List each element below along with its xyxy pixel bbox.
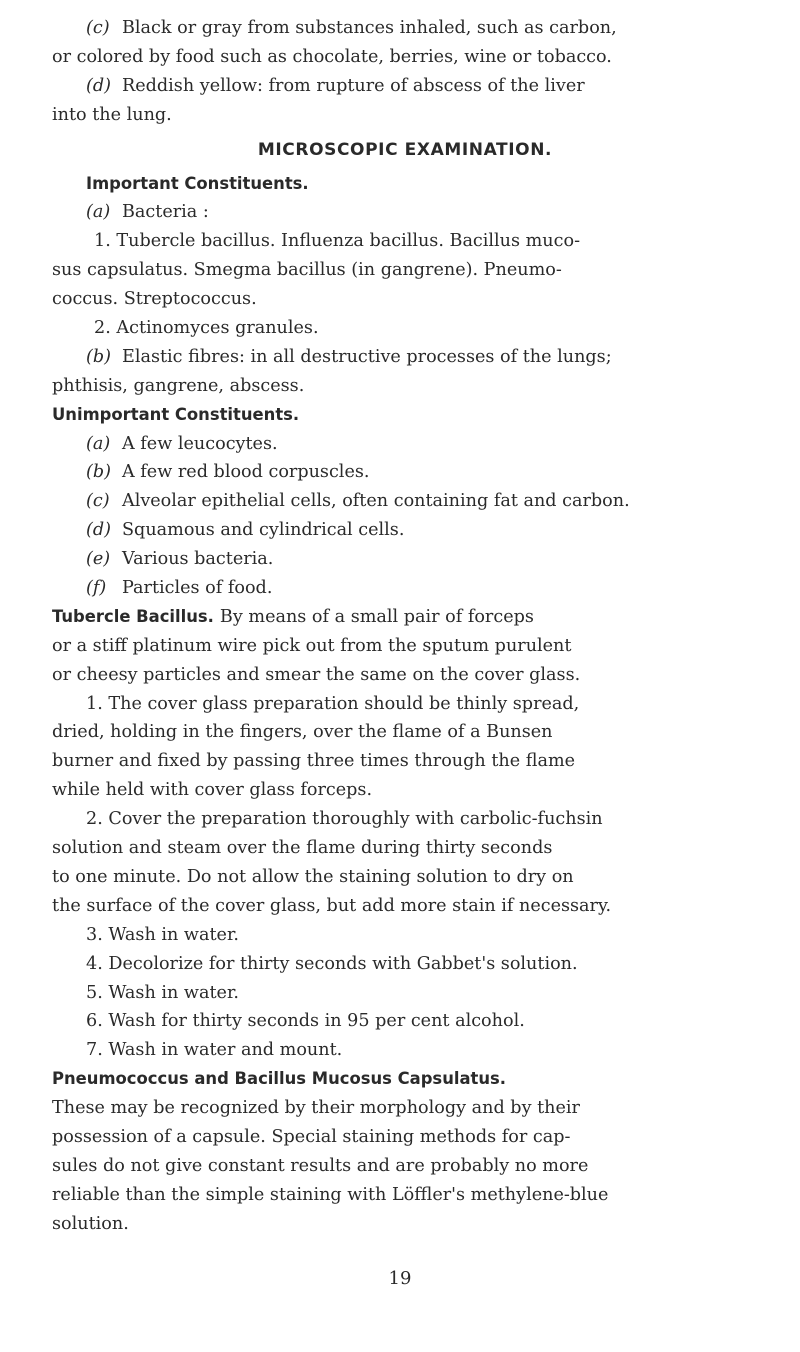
step-5 [52,979,758,1008]
pneumo-line4 [52,1181,758,1210]
text-line: solution. [52,1213,129,1234]
text-line: burner and fixed by passing three times through the flame [52,751,576,772]
important-a [52,198,758,227]
text-line: possession of a capsule. Special staining methods for cap- [52,1126,571,1147]
text-line: 4. Decolorize for thirty seconds with Gabbet's solution. [86,953,578,974]
item-label: (e) [86,549,111,570]
text-line: 5. Wash in water. [86,982,240,1003]
item-label: (d) [86,520,111,541]
unimportant-item [52,487,758,516]
important-1-line3 [52,285,758,314]
text-line: Squamous and cylindrical cells. [122,520,405,541]
pneumo-line1 [52,1094,758,1123]
step-1-line3 [52,747,758,776]
text-line: A few leucocytes. [122,433,278,454]
item-label: (c) [86,491,110,512]
text-line: Particles of food. [122,578,273,599]
step-6 [52,1007,758,1036]
tubercle-line1 [52,603,758,632]
intro-item-d-line1 [52,72,758,101]
item-label: (b) [86,462,111,483]
text-line: coccus. Streptococcus. [52,289,257,310]
text-line: 6. Wash for thirty seconds in 95 per cent alcohol. [86,1011,525,1032]
text-line: Bacteria : [122,202,209,223]
text-line: while held with cover glass forceps. [52,780,373,801]
item-label: (d) [86,75,111,96]
important-title [52,170,758,199]
step-2-line1 [52,805,758,834]
item-label: (c) [86,18,110,38]
item-label: (b) [86,346,111,367]
step-2-line2 [52,834,758,863]
unimportant-item [52,430,758,459]
text-line: Various bacteria. [122,549,274,570]
tubercle-line3 [52,661,758,690]
important-b-line1 [52,343,758,372]
section-heading [52,130,758,170]
text-line: A few red blood corpuscles. [122,462,370,483]
text-line: Alveolar epithelial cells, often containing fat and carbon. [122,491,630,512]
text-line: Reddish yellow: from rupture of abscess of the liver [122,75,585,96]
tubercle-title: Tubercle Bacillus. [52,606,214,626]
text-line: solution and steam over the flame during thirty seconds [52,838,553,859]
text-line: reliable than the simple staining with Löffler's methylene-blue [52,1184,609,1205]
intro-item-c-line1 [52,14,758,43]
unimportant-item [52,516,758,545]
text-line: 1. Tubercle bacillus. Influenza bacillus. Bacillus muco- [94,231,581,252]
text-line: or cheesy particles and smear the same on the cover glass. [52,664,581,685]
text-line: 2. Cover the preparation thoroughly with carbolic-fuchsin [86,809,603,830]
text-line: sules do not give constant results and are probably no more [52,1155,589,1176]
pneumo-line3 [52,1152,758,1181]
important-2 [52,314,758,343]
step-1-line2 [52,718,758,747]
text-line: into the lung. [52,104,172,125]
text-line: the surface of the cover glass, but add more stain if necessary. [52,895,612,916]
important-b-line2 [52,372,758,401]
text-line: or colored by food such as chocolate, berries, wine or tobacco. [52,46,612,67]
text-line: Black or gray from substances inhaled, such as carbon, [122,18,617,38]
step-4 [52,950,758,979]
unimportant-item [52,545,758,574]
text-line: Elastic fibres: in all destructive processes of the lungs; [122,346,612,367]
tubercle-line2 [52,632,758,661]
step-2-line4 [52,892,758,921]
step-1-line4 [52,776,758,805]
book-page [52,14,758,1239]
step-2-line3 [52,863,758,892]
text-line: to one minute. Do not allow the staining solution to dry on [52,866,574,887]
item-label: (a) [86,202,111,223]
text-line: or a stiff platinum wire pick out from the sputum purulent [52,635,572,656]
text-line: dried, holding in the fingers, over the flame of a Bunsen [52,722,553,743]
subheading-text: Important Constituents. [86,173,309,193]
text-line: 7. Wash in water and mount. [86,1040,343,1061]
step-1-line1 [52,690,758,719]
unimportant-item [52,574,758,603]
step-7 [52,1036,758,1065]
unimportant-item [52,458,758,487]
text-line: These may be recognized by their morphology and by their [52,1098,580,1119]
important-1-line1 [52,227,758,256]
page-number: 19 [388,1268,412,1289]
pneumo-title: Pneumococcus and Bacillus Mucosus Capsulatus. [52,1069,507,1089]
item-label: (a) [86,433,111,454]
text-line: sus capsulatus. Smegma bacillus (in gangrene). Pneumo- [52,260,562,281]
pneumo-line2 [52,1123,758,1152]
unimportant-title [52,401,758,430]
pneumo-line5 [52,1210,758,1239]
intro-item-c-line2 [52,43,758,72]
text-line: By means of a small pair of forceps [219,606,534,627]
important-1-line2 [52,256,758,285]
pneumo-title-line [52,1065,758,1094]
text-line: 3. Wash in water. [86,924,240,945]
text-line: phthisis, gangrene, abscess. [52,375,305,396]
text-line: 1. The cover glass preparation should be thinly spread, [86,693,580,714]
item-label: (f) [86,578,107,599]
text-line: 2. Actinomyces granules. [94,318,319,339]
step-3 [52,921,758,950]
heading-text: MICROSCOPIC EXAMINATION. [257,139,553,160]
intro-item-d-line2 [52,101,758,130]
subheading-text: Unimportant Constituents. [52,404,300,424]
